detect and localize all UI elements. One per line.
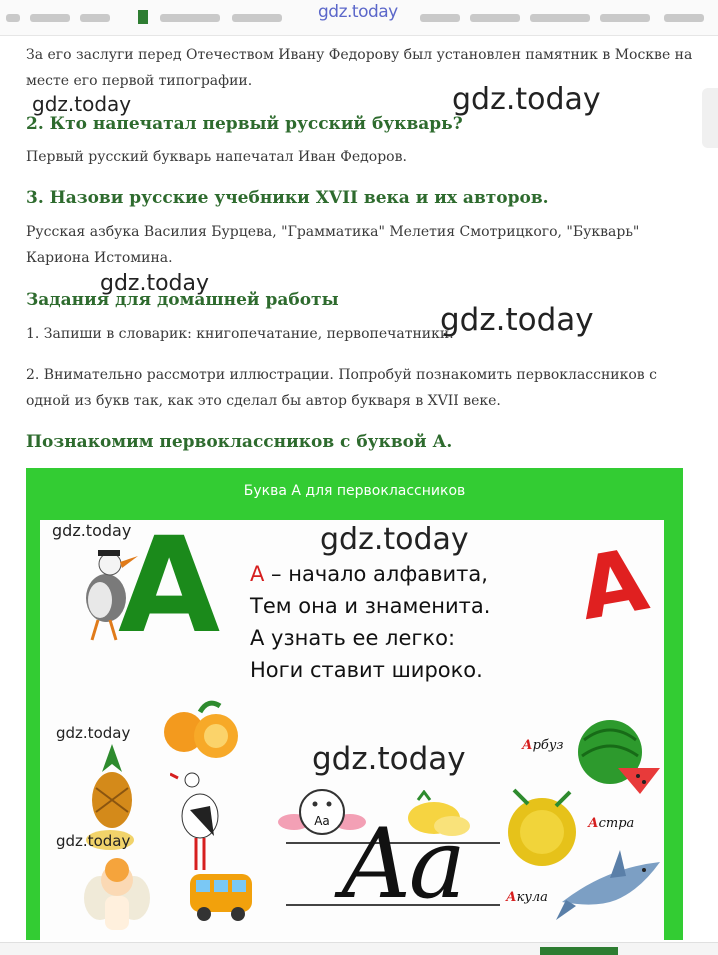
cursive-letters: Аа	[340, 808, 462, 920]
illustration-card	[40, 509, 664, 940]
question-3-answer-line-1: Русская азбука Василия Бурцева, "Грамматика" Мелетия Смотрицкого, "Букварь"	[26, 224, 640, 240]
poem-initial-letter: А	[250, 562, 265, 586]
red-cartoon-letter-a: А	[571, 529, 655, 641]
label-arbuz-initial: А	[522, 738, 533, 753]
nav-item[interactable]	[160, 14, 220, 22]
watermark: gdz.today	[320, 522, 469, 557]
label-akula-rest: кула	[516, 890, 548, 905]
nav-item[interactable]	[80, 14, 110, 22]
poem-line-4: Ноги ставит широко.	[250, 658, 483, 682]
nav-item[interactable]	[664, 14, 704, 22]
poem-line-1	[250, 558, 490, 590]
site-logo[interactable]: gdz.today	[318, 2, 398, 22]
big-green-letter-a: А	[118, 509, 221, 663]
nav-item[interactable]	[30, 14, 70, 22]
watermark: gdz.today	[52, 521, 132, 540]
watermark: gdz.today	[56, 724, 131, 742]
nav-item[interactable]	[470, 14, 520, 22]
question-2-answer: Первый русский букварь напечатал Иван Федоров.	[26, 149, 407, 165]
watermelon-drawing	[568, 716, 664, 796]
nav-icon[interactable]	[6, 14, 20, 22]
watermark: gdz.today	[452, 82, 601, 117]
homework-task-2-line-2: одной из букв так, как это сделал бы автор букваря в XVII веке.	[26, 393, 501, 409]
poem	[250, 558, 490, 686]
poem-line-2: Тем она и знаменита.	[250, 594, 491, 618]
bottom-action-button[interactable]	[540, 947, 618, 955]
shark-drawing	[556, 850, 664, 926]
intro-line-2: месте его первой типографии.	[26, 73, 253, 89]
question-2-heading: 2. Кто напечатал первый русский букварь?	[26, 114, 463, 134]
homework-task-1: 1. Запиши в словарик: книгопечатание, первопечатники.	[26, 326, 454, 342]
homework-task-2-line-1: 2. Внимательно рассмотри иллюстрации. Попробуй познакомить первоклассников с	[26, 367, 657, 383]
angel-drawing	[80, 854, 154, 934]
orange-drawing	[160, 698, 244, 764]
intro-line-1: За его заслуги перед Отечеством Ивану Федорову был установлен памятник в Москве на	[26, 47, 693, 63]
label-arbuz-rest: рбуз	[532, 738, 564, 753]
label-astra-initial: А	[588, 816, 599, 831]
poem-line-1-rest: – начало алфавита,	[264, 562, 488, 586]
label-astra-rest: стра	[598, 816, 635, 831]
question-3-heading: 3. Назови русские учебники XVII века и их авторов.	[26, 188, 549, 208]
label-akula	[506, 890, 548, 905]
badge-text: Аа	[314, 814, 330, 828]
nav-item[interactable]	[232, 14, 282, 22]
watermark: gdz.today	[32, 92, 132, 116]
question-3-answer-line-2: Кариона Истомина.	[26, 250, 173, 266]
brand-mark-icon	[138, 10, 148, 24]
watermark: gdz.today	[312, 741, 466, 777]
stork-standing-drawing	[170, 766, 230, 876]
nav-item[interactable]	[420, 14, 460, 22]
label-arbuz	[522, 738, 563, 753]
bottom-bar	[0, 942, 718, 955]
label-akula-initial: А	[506, 890, 517, 905]
nav-item[interactable]	[600, 14, 650, 22]
letter-a-heading: Познакомим первоклассников с буквой А.	[26, 432, 453, 452]
watermark: gdz.today	[100, 271, 210, 296]
side-widget[interactable]	[702, 88, 718, 148]
watermark: gdz.today	[440, 302, 594, 338]
bus-drawing	[186, 868, 256, 928]
poem-line-3: А узнать ее легко:	[250, 626, 456, 650]
top-bar	[0, 0, 718, 36]
label-astra	[588, 816, 634, 831]
illustration-title: Буква А для первоклассников	[243, 483, 466, 499]
homework-heading: Задания для домашней работы	[26, 290, 339, 310]
nav-item[interactable]	[530, 14, 590, 22]
watermark: gdz.today	[56, 832, 131, 850]
